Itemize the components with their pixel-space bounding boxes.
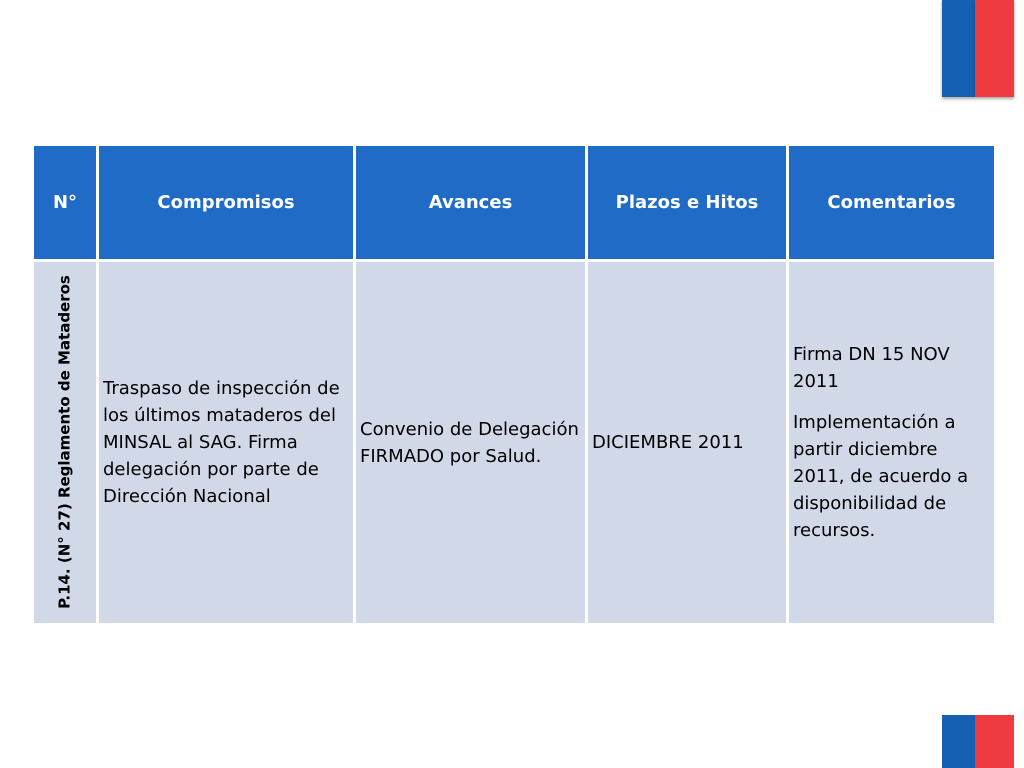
table-row xyxy=(34,262,994,623)
comment-line: Firma DN 15 NOV 2011 xyxy=(793,344,950,392)
header-compromisos: Compromisos xyxy=(99,146,353,259)
flag-blue-stripe xyxy=(942,0,975,97)
flag-red-stripe xyxy=(975,0,1014,97)
comentarios-cell xyxy=(789,262,994,623)
flag-blue-stripe xyxy=(942,715,975,768)
flag-logo-top xyxy=(942,0,1014,97)
flag-red-stripe xyxy=(975,715,1014,768)
comment-line: Implementación a partir diciembre 2011, de acuerdo a disponibilidad de recursos. xyxy=(793,412,969,541)
flag-logo-bottom xyxy=(942,715,1014,768)
avance-cell: Convenio de Delegación FIRMADO por Salud. xyxy=(356,262,585,623)
header-avances: Avances xyxy=(356,146,585,259)
header-plazos: Plazos e Hitos xyxy=(588,146,786,259)
row-number-label: P.14. (N° 27) Reglamento de Mataderos xyxy=(55,275,74,609)
table-header-row xyxy=(34,146,994,259)
header-comentarios: Comentarios xyxy=(789,146,994,259)
plazo-cell: DICIEMBRE 2011 xyxy=(588,262,786,623)
commitments-table xyxy=(31,143,997,626)
row-number-cell xyxy=(34,262,96,623)
header-number: N° xyxy=(34,146,96,259)
compromiso-cell: Traspaso de inspección de los últimos mataderos del MINSAL al SAG. Firma delegación por parte de Dirección Nacional xyxy=(99,262,353,623)
